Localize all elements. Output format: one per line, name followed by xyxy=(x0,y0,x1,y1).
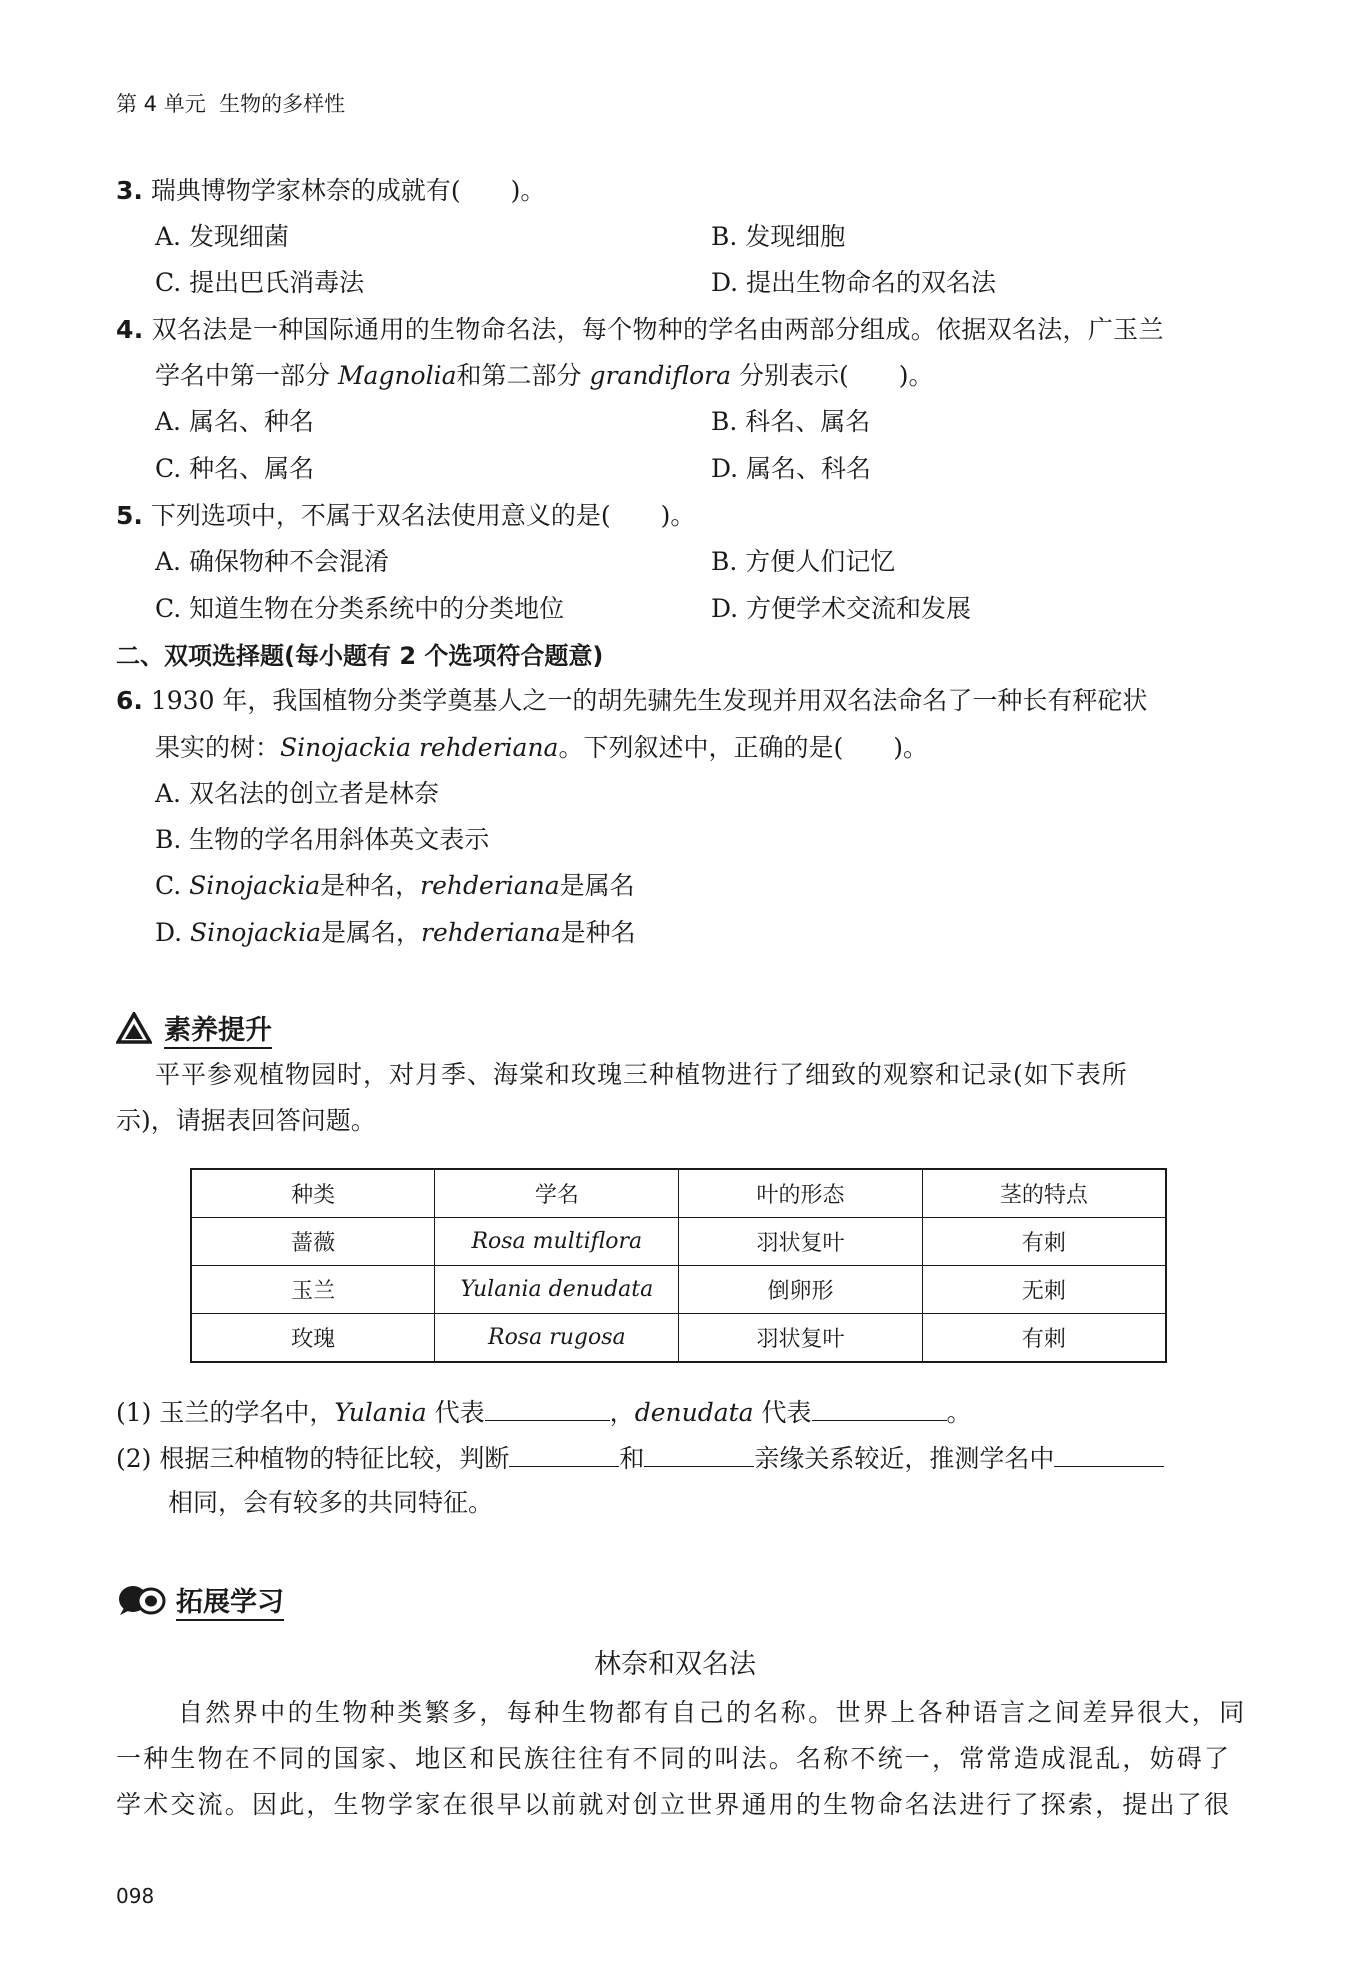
question-4-line1: 4. 双名法是一种国际通用的生物命名法，每个物种的学名由两部分组成。依据双名法，广玉兰 xyxy=(116,315,1164,344)
answer-blank[interactable] xyxy=(509,1440,619,1467)
table-cell: 倒卵形 xyxy=(679,1266,922,1314)
table-row xyxy=(191,1314,1166,1363)
literacy-intro-line1: 平平参观植物园时，对月季、海棠和玫瑰三种植物进行了细致的观察和记录(如下表所 xyxy=(155,1060,1128,1089)
q6-option-c: C. Sinojackia是种名，rehderiana是属名 xyxy=(155,871,635,900)
unit-label: 第 4 单元 xyxy=(116,92,206,116)
article-title: 林奈和双名法 xyxy=(594,1649,756,1680)
table-row xyxy=(191,1266,1166,1314)
table-cell: 有刺 xyxy=(922,1314,1166,1363)
literacy-title: 素养提升 xyxy=(164,1015,272,1049)
table-header-cell: 叶的形态 xyxy=(679,1169,922,1218)
article-paragraph-line3: 学术交流。因此，生物学家在很早以前就对创立世界通用的生物命名法进行了探索，提出了很 xyxy=(116,1790,1232,1819)
q3-option-c: C. 提出巴氏消毒法 xyxy=(155,268,365,297)
species-term: grandiflora xyxy=(589,361,732,390)
q5-option-b: B. 方便人们记忆 xyxy=(711,547,896,576)
q4-option-d: D. 属名、科名 xyxy=(711,454,872,483)
question-number: 3. xyxy=(116,176,143,205)
question-number: 5. xyxy=(116,501,143,530)
table-header-cell: 茎的特点 xyxy=(922,1169,1166,1218)
table-row xyxy=(191,1218,1166,1266)
q3-option-a: A. 发现细菌 xyxy=(155,222,289,251)
question-number: 4. xyxy=(116,315,144,344)
page-number: 098 xyxy=(116,1884,155,1908)
section-heading-double-choice: 二、双项选择题(每小题有 2 个选项符合题意) xyxy=(116,642,604,670)
warning-triangle-icon xyxy=(116,1012,152,1044)
q6-option-d: D. Sinojackia是属名，rehderiana是种名 xyxy=(155,918,636,947)
running-header xyxy=(116,88,345,118)
sub-question-1: (1) 玉兰的学名中，Yulania 代表 ，denudata 代表 。 xyxy=(116,1394,972,1430)
question-6-line2: 果实的树：Sinojackia rehderiana。下列叙述中，正确的是( )。 xyxy=(155,733,928,762)
question-number: 6. xyxy=(116,686,143,715)
table-cell: 玉兰 xyxy=(191,1266,435,1314)
q5-option-a: A. 确保物种不会混淆 xyxy=(155,547,389,576)
article-paragraph-line1: 自然界中的生物种类繁多，每种生物都有自己的名称。世界上各种语言之间差异很大，同 xyxy=(178,1698,1247,1727)
q4-option-b: B. 科名、属名 xyxy=(711,407,871,436)
table-header-cell: 学名 xyxy=(435,1169,679,1218)
unit-title: 生物的多样性 xyxy=(219,92,346,116)
sub-question-2-line2: 相同，会有较多的共同特征。 xyxy=(168,1488,494,1517)
q3-option-d: D. 提出生物命名的双名法 xyxy=(711,268,997,297)
answer-blank[interactable] xyxy=(812,1394,947,1421)
table-cell: 玫瑰 xyxy=(191,1314,435,1363)
table-cell: 无刺 xyxy=(922,1266,1166,1314)
answer-blank[interactable] xyxy=(644,1440,754,1467)
question-4-line2: 学名中第一部分 Magnolia和第二部分 grandiflora 分别表示( )。 xyxy=(155,361,934,390)
table-cell: Rosa multiflora xyxy=(435,1218,679,1266)
article-paragraph-line2: 一种生物在不同的国家、地区和民族往往有不同的叫法。名称不统一，常常造成混乱，妨碍了 xyxy=(116,1744,1232,1773)
literacy-intro-line2: 示)，请据表回答问题。 xyxy=(116,1106,376,1135)
q3-option-b: B. 发现细胞 xyxy=(711,222,846,251)
q4-option-a: A. 属名、种名 xyxy=(155,407,314,436)
q4-option-c: C. 种名、属名 xyxy=(155,454,315,483)
answer-blank[interactable] xyxy=(485,1394,610,1421)
extension-title: 拓展学习 xyxy=(176,1587,284,1621)
table-cell: 蔷薇 xyxy=(191,1218,435,1266)
table-header-cell: 种类 xyxy=(191,1169,435,1218)
plant-comparison-table xyxy=(190,1168,1167,1363)
question-6-line1: 6. 1930 年，我国植物分类学奠基人之一的胡先骕先生发现并用双名法命名了一种长有秤砣状 xyxy=(116,686,1148,715)
table-cell: 羽状复叶 xyxy=(679,1218,922,1266)
question-3-stem: 3. 瑞典博物学家林奈的成就有( )。 xyxy=(116,176,546,205)
table-cell: 羽状复叶 xyxy=(679,1314,922,1363)
sub-question-2-line1: (2) 根据三种植物的特征比较，判断 和 亲缘关系较近，推测学名中 xyxy=(116,1440,1164,1476)
chat-bubbles-icon xyxy=(116,1582,168,1618)
table-header-row xyxy=(191,1169,1166,1218)
genus-term: Magnolia xyxy=(337,361,457,390)
answer-blank[interactable] xyxy=(1054,1440,1164,1467)
q5-option-c: C. 知道生物在分类系统中的分类地位 xyxy=(155,594,565,623)
question-5-stem: 5. 下列选项中，不属于双名法使用意义的是( )。 xyxy=(116,501,696,530)
table-cell: 有刺 xyxy=(922,1218,1166,1266)
table-cell: Rosa rugosa xyxy=(435,1314,679,1363)
q5-option-d: D. 方便学术交流和发展 xyxy=(711,594,972,623)
q6-option-a: A. 双名法的创立者是林奈 xyxy=(155,779,439,808)
table-cell: Yulania denudata xyxy=(435,1266,679,1314)
q6-option-b: B. 生物的学名用斜体英文表示 xyxy=(155,825,490,854)
scientific-name: Sinojackia rehderiana xyxy=(280,733,559,762)
